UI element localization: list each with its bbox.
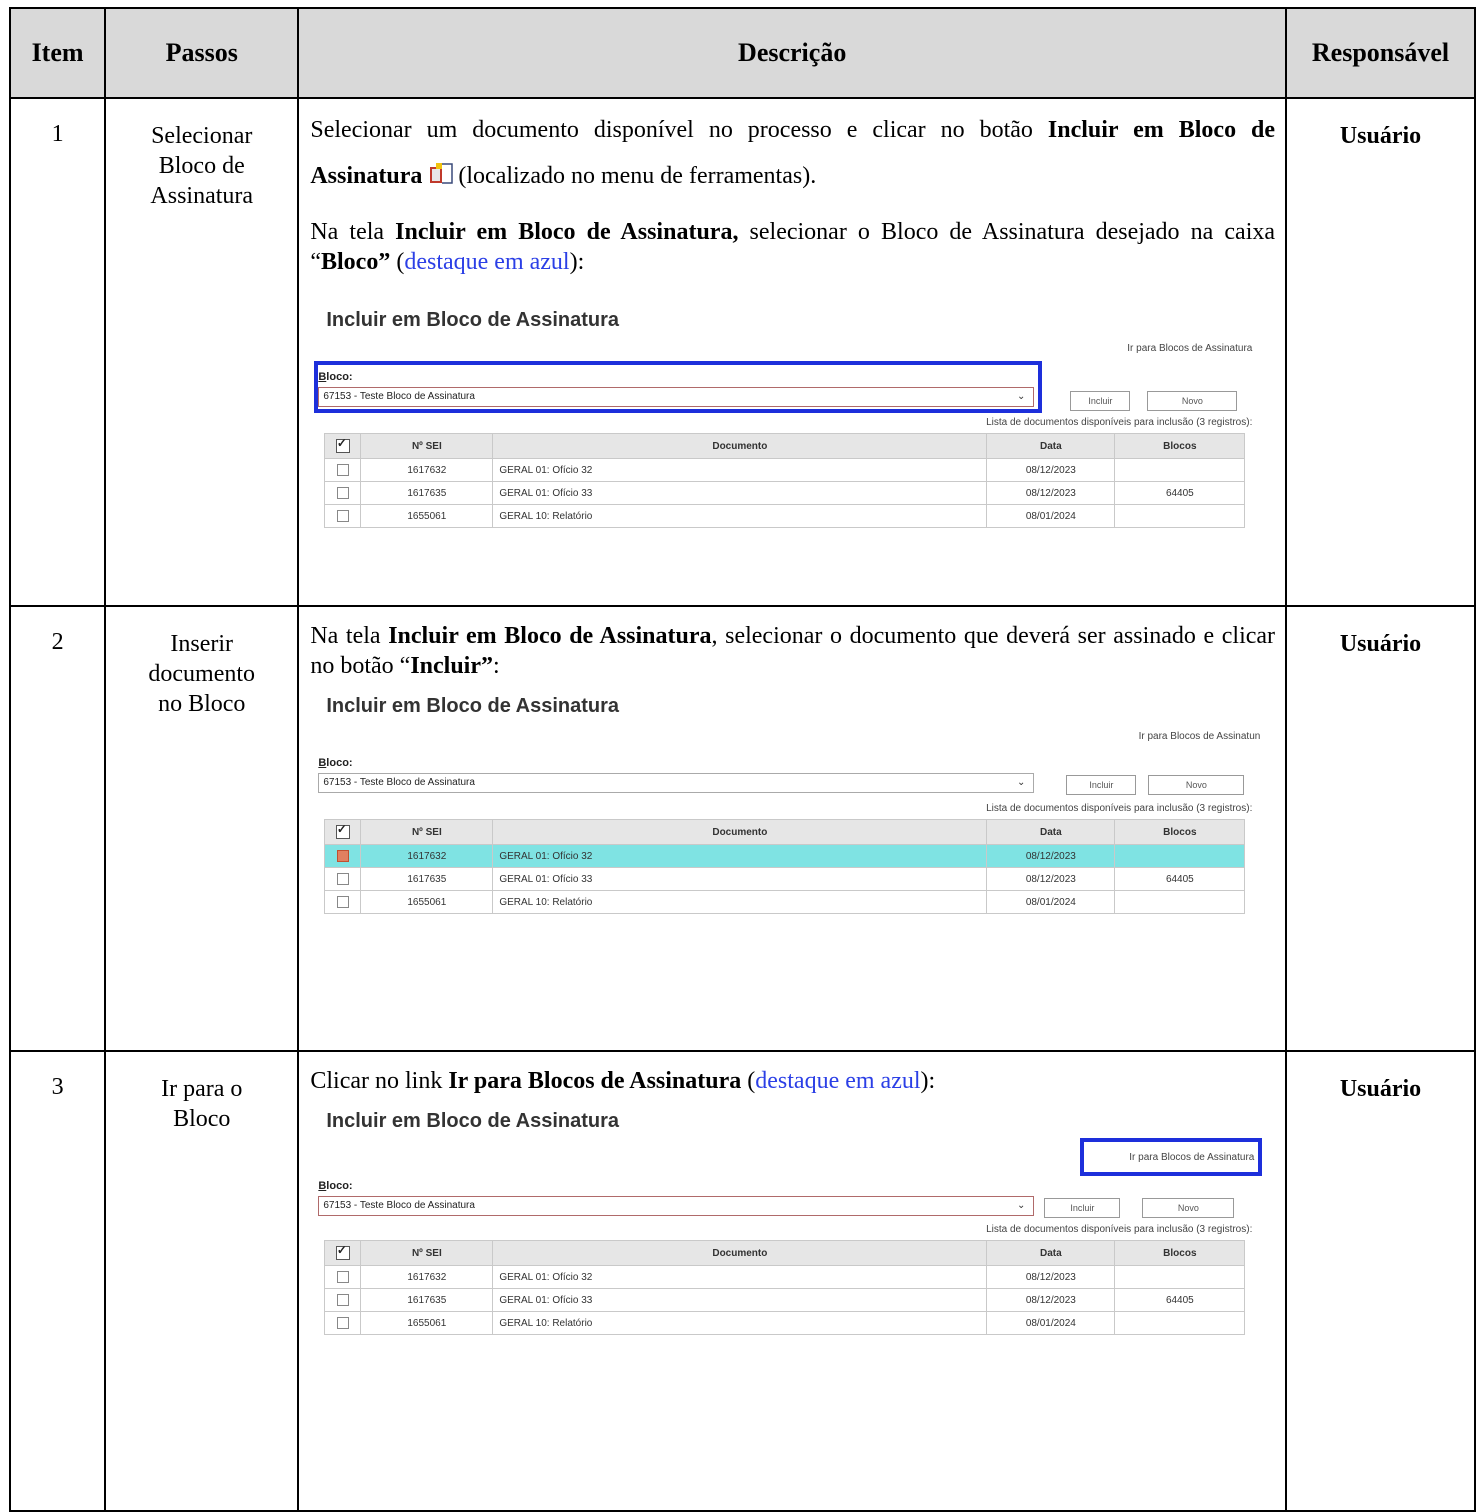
- paragraph: Clicar no link Ir para Blocos de Assinatura (destaque em azul):: [310, 1068, 936, 1094]
- table-row[interactable]: 1617635 GERAL 01: Ofício 33 08/12/2023 64405: [325, 868, 1245, 891]
- step-description: [298, 98, 1286, 606]
- paragraph: Selecionar um documento disponível no processo e clicar no botão Incluir em Bloco de Assinatura (localizado no menu de ferramentas).: [310, 117, 1276, 189]
- row-checkbox[interactable]: [337, 896, 349, 908]
- screen-title: Incluir em Bloco de Assinatura: [326, 695, 620, 717]
- step-row-1: [10, 98, 1475, 606]
- table-row[interactable]: 1617635 GERAL 01: Ofício 33 08/12/2023 64405: [325, 1289, 1245, 1312]
- bloco-select[interactable]: 67153 - Teste Bloco de Assinatura ⌄: [318, 773, 1034, 793]
- header-row: [10, 8, 1475, 98]
- documents-grid: ✓ Nº SEI Documento Data Blocos 1617632 GERAL 01: Ofício 32 08/12/2023 1617635 GERAL 01: Ofício 33 08/12/2023 64405 1655061 GERAL 10: Relatório 08/01/2024: [324, 1240, 1245, 1335]
- step-name: Ir para o Bloco: [105, 1051, 298, 1511]
- novo-button[interactable]: Novo: [1148, 775, 1244, 795]
- step-number: 3: [10, 1051, 105, 1511]
- step-row-2: [10, 606, 1475, 1051]
- header-passos: Passos: [105, 8, 298, 98]
- step-name: Inserir documento no Bloco: [105, 606, 298, 1051]
- incluir-button[interactable]: Incluir: [1070, 391, 1130, 411]
- paragraph: Na tela Incluir em Bloco de Assinatura, selecionar o Bloco de Assinatura desejado na caixa “Bloco” (destaque em azul):: [310, 219, 1276, 275]
- bloco-select[interactable]: 67153 - Teste Bloco de Assinatura ⌄: [318, 387, 1034, 407]
- bloco-select[interactable]: 67153 - Teste Bloco de Assinatura ⌄: [318, 1196, 1034, 1216]
- chevron-down-icon: ⌄: [1016, 391, 1026, 402]
- responsible: Usuário: [1286, 606, 1475, 1051]
- header-item: Item: [10, 8, 105, 98]
- screen-title: Incluir em Bloco de Assinatura: [326, 309, 620, 331]
- header-descricao: Descrição: [298, 8, 1286, 98]
- row-checkbox[interactable]: [337, 1294, 349, 1306]
- table-row[interactable]: 1617632 GERAL 01: Ofício 32 08/12/2023: [325, 1266, 1245, 1289]
- table-row[interactable]: 1655061 GERAL 10: Relatório 08/01/2024: [325, 891, 1245, 914]
- link-ir-para-blocos[interactable]: Ir para Blocos de Assinatura: [1127, 343, 1253, 354]
- row-checkbox[interactable]: [337, 487, 349, 499]
- table-row-selected[interactable]: 1617632 GERAL 01: Ofício 32 08/12/2023: [325, 845, 1245, 868]
- row-checkbox[interactable]: [337, 1271, 349, 1283]
- table-row[interactable]: 1617635 GERAL 01: Ofício 33 08/12/2023 64405: [325, 482, 1245, 505]
- select-all-checkbox[interactable]: [325, 1241, 361, 1266]
- row-checkbox[interactable]: [337, 464, 349, 476]
- step-number: 1: [10, 98, 105, 606]
- chevron-down-icon: ⌄: [1016, 1200, 1026, 1211]
- screenshot-incluir-bloco: [310, 299, 1260, 599]
- novo-button[interactable]: Novo: [1147, 391, 1237, 411]
- header-responsavel: Responsável: [1286, 8, 1475, 98]
- screenshot-incluir-documento: [310, 687, 1260, 987]
- list-caption: Lista de documentos disponíveis para inclusão (3 registros):: [986, 417, 1253, 428]
- paragraph: Na tela Incluir em Bloco de Assinatura, selecionar o documento que deverá ser assinado e clicar no botão “Incluir”:: [310, 623, 1276, 679]
- bloco-label: Bloco:: [318, 371, 353, 383]
- table-row[interactable]: 1655061 GERAL 10: Relatório 08/01/2024: [325, 1312, 1245, 1335]
- responsible: Usuário: [1286, 1051, 1475, 1511]
- table-row[interactable]: 1617632 GERAL 01: Ofício 32 08/12/2023: [325, 459, 1245, 482]
- row-checkbox[interactable]: [337, 873, 349, 885]
- row-checkbox[interactable]: [337, 1317, 349, 1329]
- step-name: Selecionar Bloco de Assinatura: [105, 98, 298, 606]
- documents-grid: ✓ Nº SEI Documento Data Blocos 1617632 GERAL 01: Ofício 32 08/12/2023 1617635 GERAL 01: Ofício 33 08/12/2023 64405 1655061 GERAL 10: Relatório 08/01/2024: [324, 819, 1245, 914]
- list-caption: Lista de documentos disponíveis para inclusão (3 registros):: [986, 803, 1253, 814]
- step-number: 2: [10, 606, 105, 1051]
- bloco-label: Bloco:: [318, 1180, 353, 1192]
- procedure-table: [9, 7, 1476, 1512]
- select-all-checkbox[interactable]: [325, 434, 361, 459]
- row-checkbox[interactable]: [337, 850, 349, 862]
- screen-title: Incluir em Bloco de Assinatura: [326, 1110, 620, 1132]
- novo-button[interactable]: Novo: [1142, 1198, 1234, 1218]
- link-ir-para-blocos[interactable]: Ir para Blocos de Assinatun: [1138, 731, 1261, 742]
- screenshot-ir-para-blocos: [310, 1102, 1260, 1402]
- table-row[interactable]: 1655061 GERAL 10: Relatório 08/01/2024: [325, 505, 1245, 528]
- incluir-button[interactable]: Incluir: [1066, 775, 1136, 795]
- chevron-down-icon: ⌄: [1016, 777, 1026, 788]
- blue-highlight-box: [314, 361, 1042, 413]
- list-caption: Lista de documentos disponíveis para inclusão (3 registros):: [986, 1224, 1253, 1235]
- row-checkbox[interactable]: [337, 510, 349, 522]
- select-all-checkbox[interactable]: [325, 820, 361, 845]
- bloco-label: Bloco:: [318, 757, 353, 769]
- incluir-button[interactable]: Incluir: [1044, 1198, 1120, 1218]
- step-row-3: [10, 1051, 1475, 1511]
- signature-block-icon: [428, 155, 454, 179]
- responsible: Usuário: [1286, 98, 1475, 606]
- step-description: [298, 1051, 1286, 1511]
- link-ir-para-blocos[interactable]: Ir para Blocos de Assinatura: [1129, 1152, 1255, 1163]
- step-description: [298, 606, 1286, 1051]
- documents-grid: ✓ Nº SEI Documento Data Blocos 1617632 GERAL 01: Ofício 32 08/12/2023 1617635 GERAL 01: Ofício 33 08/12/2023 64405 1655061 GERAL 10: Relatório 08/01/2024: [324, 433, 1245, 528]
